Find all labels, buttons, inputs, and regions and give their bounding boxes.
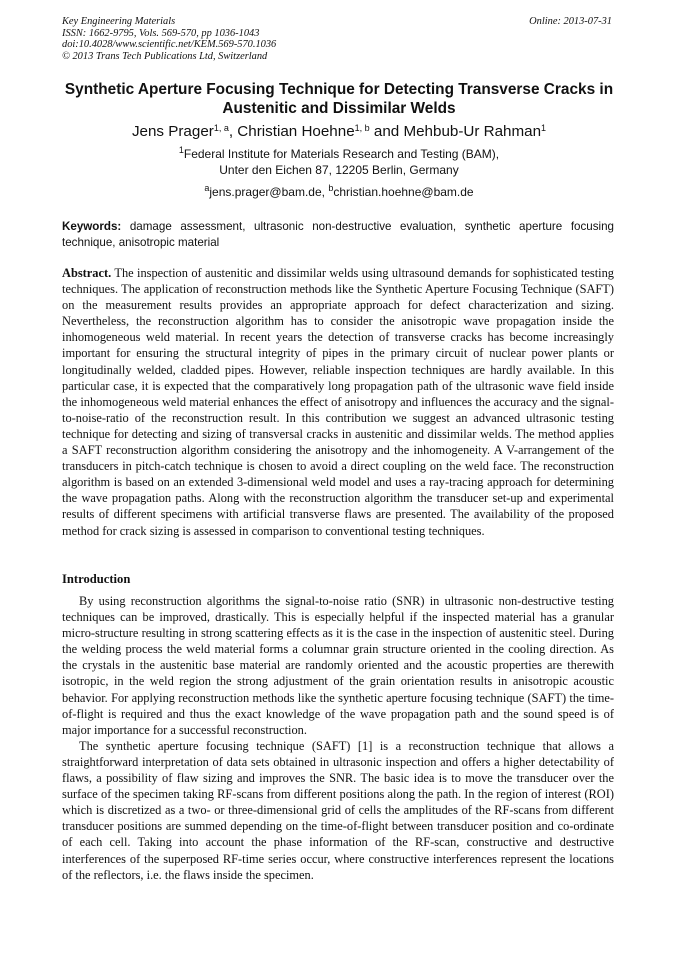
email: christian.hoehne@bam.de [333, 185, 474, 199]
author-name: Christian Hoehne [237, 123, 355, 140]
author-affiliation-mark: 1, b [354, 123, 370, 133]
affiliation-line: Unter den Eichen 87, 12205 Berlin, Germany [219, 162, 459, 177]
author-name: Jens Prager [131, 123, 214, 140]
email: jens.prager@bam.de, [209, 185, 329, 199]
keywords-text: damage assessment, ultrasonic non-destructive evaluation, synthetic aperture focusing technique, anisotropic material [62, 220, 614, 249]
author-affiliation-mark: 1 [541, 123, 547, 133]
journal-header [62, 16, 276, 62]
copyright-line: © 2013 Trans Tech Publications Ltd, Switzerland [62, 50, 268, 62]
section-heading-introduction: Introduction [62, 572, 131, 586]
author-separator: , [228, 123, 238, 140]
abstract [62, 265, 614, 539]
email-mark: a [204, 183, 210, 193]
paper-title: Synthetic Aperture Focusing Technique for Detecting Transverse Cracks in Austenitic and Dissimilar Welds [64, 81, 614, 117]
email-mark: b [328, 183, 334, 193]
author-list [40, 122, 638, 141]
paragraph: By using reconstruction algorithms the signal-to-noise ratio (SNR) in ultrasonic non-destructive testing techniques can be improved, drastically. This is especially helpful if the inspected material has a granular micro-structure resulting in strong scattering effects as it is the case in the inspection of austenitic steel. During the welding process the weld material forms a columnar grain structure oriented in the cooling direction. As the crystals in the austenitic base material are randomly oriented and the acoustic properties are therewith isotropic, in the weld region the strong adjustment of the grain orientation results in anisotropic acoustic behavior. For applying reconstruction methods like the synthetic aperture focusing technique (SAFT) the time-of-flight is required and thus the exact knowledge of the wave propagation path and the sound speed is of major importance for a successful reconstruction. [62, 594, 614, 737]
abstract-text: The inspection of austenitic and dissimilar welds using ultrasound demands for sophisticated testing techniques. The application of reconstruction methods like the Synthetic Aperture Focusing Technique (SAFT) on the measurement results provides an appropriate approach for defect characterization and sizing. Nevertheless, the reconstruction algorithm has to consider the anisotropic wave propagation inside the inhomogeneous weld material. In recent years the detection of transverse cracks has become increasingly important for ensuring the structural integrity of pipes in the primary circuit of nuclear power plants or longitudinally welded, cladded pipes. However, reliable inspection techniques are hardly available. In this particular case, it is expected that the comparatively long propagation path of the ultrasonic wave field inside the inhomogeneous weld material enhances the effect of anisotropy and influences the accuracy and the signal-to-noise-ratio of the reconstruction result. In this contribution we suggest an advanced ultrasonic testing technique for detecting and sizing of transversal cracks in austenitic and dissimilar welds. The method applies a SAFT reconstruction algorithm considering the anisotropy and the inhomogeneity. A V-arrangement of the transducers in pitch-catch technique is chosen to avoid a direct coupling on the weld face. The reconstruction algorithm is based on an extended 3-dimensional weld model and uses a ray-tracing approach for determining the wave propagation paths. Along with the reconstruction algorithm the transducer set-up and experimental results of different specimens with artificial transverse flaws are presented. The availability of the proposed method for crack sizing is assessed in comparison to conventional testing techniques. [62, 266, 614, 538]
author-separator: and [369, 123, 404, 140]
abstract-label: Abstract. [62, 266, 112, 280]
online-date: Online: 2013-07-31 [529, 16, 612, 27]
keywords-label: Keywords: [62, 220, 122, 233]
keywords [62, 219, 614, 251]
introduction-body [62, 593, 614, 883]
paragraph: The synthetic aperture focusing technique (SAFT) [1] is a reconstruction technique that allows a straightforward interpretation of data sets obtained in ultrasonic inspection and offers a higher detectability of flaws, a possibility of flaw sizing and improves the SNR. The basic idea is to move the transducer over the surface of the specimen taking RF-scans from different positions along the path. In the region of interest (ROI) which is discretized as a two- or three-dimensional grid of cells the amplitudes of the RF-scans from different transducer positions are summed depending on the time-of-flight between transducer position and co-ordinate of each cell. Taking into account the phase information of the RF-scan, constructive and destructive interferences of the superposed RF-time series occur, where constructive interferences represent the locations of the reflectors, i.e. the flaws inside the specimen. [62, 738, 614, 882]
issn-line: ISSN: 1662-9795, Vols. 569-570, pp 1036-1043 [62, 27, 260, 39]
author-name: Mehbub-Ur Rahman [403, 123, 542, 140]
affiliation [40, 147, 638, 178]
journal-name: Key Engineering Materials [62, 16, 176, 27]
author-affiliation-mark: 1, a [213, 123, 229, 133]
doi-line: doi:10.4028/www.scientific.net/KEM.569-570.1036 [62, 39, 277, 50]
affiliation-mark: 1 [178, 145, 184, 155]
author-emails [40, 185, 638, 200]
affiliation-line: Federal Institute for Materials Research and Testing (BAM), [183, 147, 500, 161]
